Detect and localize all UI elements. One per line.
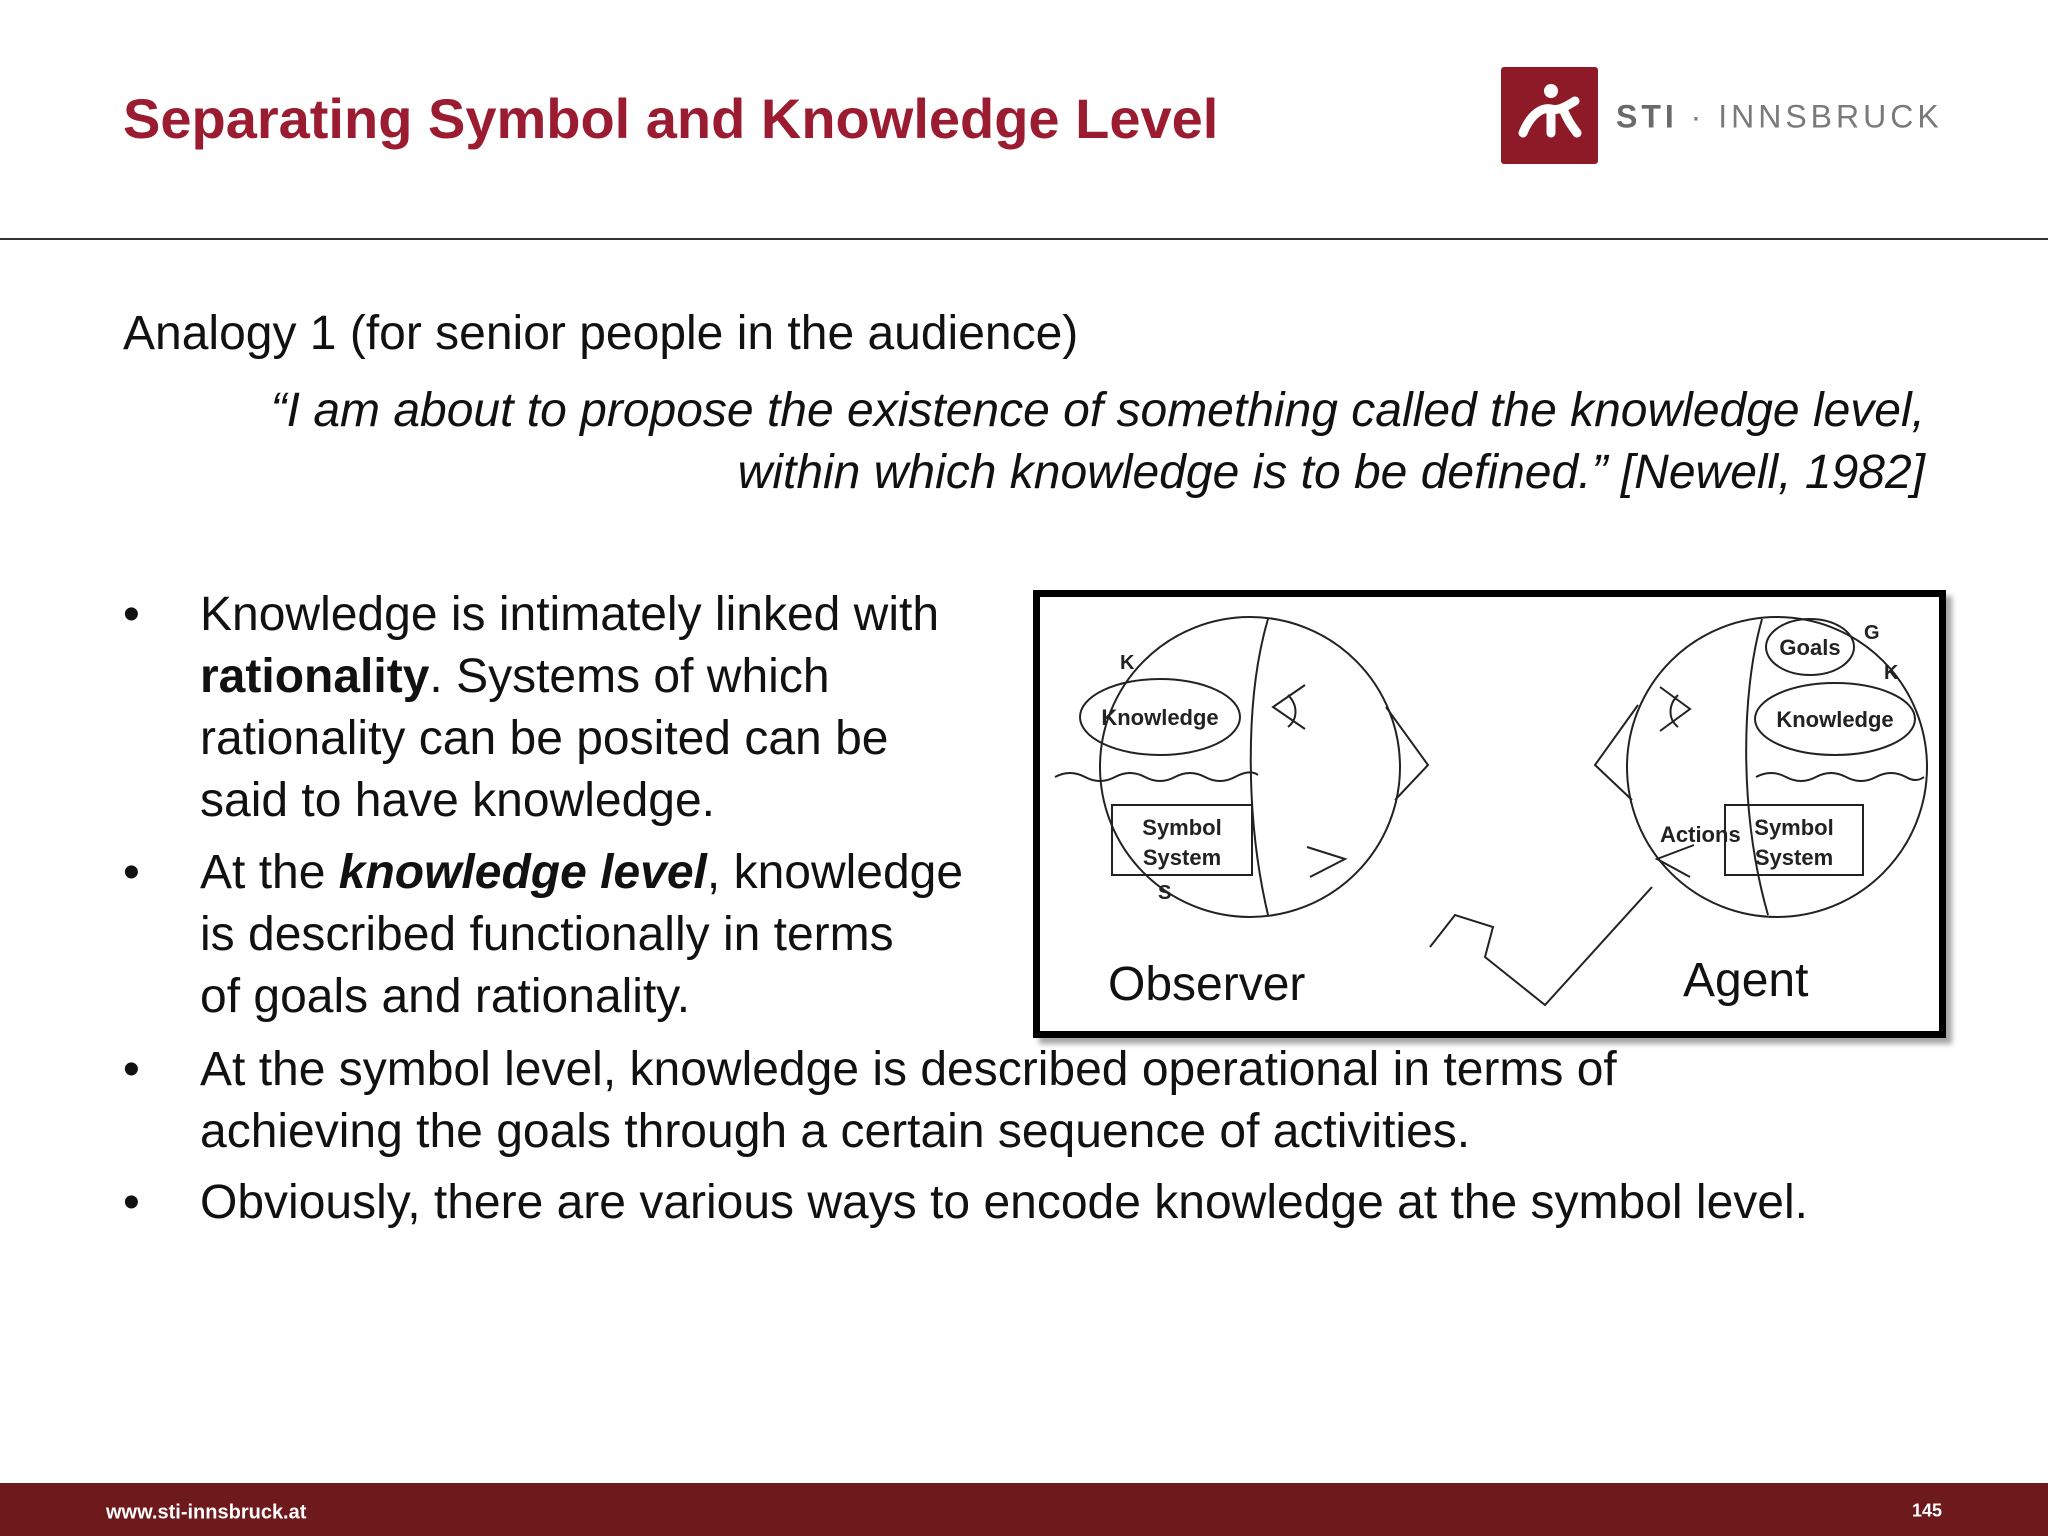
footer-url: www.sti-innsbruck.at (106, 1501, 307, 1524)
bullet-line (200, 842, 963, 904)
logo-location: INNSBRUCK (1718, 98, 1943, 135)
bullet-line-rest: . Systems of which (429, 650, 830, 703)
newell-quote (105, 380, 1925, 504)
observer-s-label: S (1158, 882, 1172, 904)
bullet-line (200, 646, 939, 708)
bullet-line-post: , knowledge (706, 846, 964, 899)
bullet-text (200, 1039, 1617, 1163)
observer-face-line (1251, 619, 1268, 915)
logo-separator: · (1677, 98, 1719, 135)
slide-title: Separating Symbol and Knowledge Level (123, 87, 1219, 150)
bullet-text (200, 842, 963, 1028)
agent-k-label: K (1884, 662, 1899, 684)
bullet-dot: • (123, 588, 140, 641)
agent-mouth (1657, 845, 1694, 877)
observer-eye-icon (1273, 685, 1305, 729)
connection-line (1430, 887, 1652, 1005)
agent-system-label: System (1754, 845, 1834, 870)
agent-face-line (1746, 619, 1768, 915)
bullet-text (200, 584, 939, 832)
agent-actions-label: Actions (1660, 822, 1741, 847)
bullet-line-pre: At the (200, 846, 339, 899)
bullet-line: At the symbol level, knowledge is described operational in terms of (200, 1043, 1617, 1096)
observer-label: Observer (1108, 958, 1306, 1011)
page-number: 145 (1911, 1500, 1942, 1521)
bullet-line: rationality can be posited can be (200, 712, 889, 765)
agent-label: Agent (1683, 954, 1809, 1007)
bullet-line: Knowledge is intimately linked with (200, 588, 940, 641)
logo-sti: STI (1616, 98, 1678, 135)
bullet-text (200, 1172, 1808, 1234)
bullet-line: of goals and rationality. (200, 970, 691, 1023)
agent-g-label: G (1864, 622, 1880, 644)
bullet-dot: • (123, 1043, 140, 1096)
analogy-heading: Analogy 1 (for senior people in the audience) (123, 307, 1079, 360)
footer-bar (0, 1483, 2048, 1536)
agent-waterline (1756, 773, 1924, 781)
observer-mouth (1307, 847, 1345, 877)
observer-system-label: System (1142, 845, 1222, 870)
quote-line-1: “I am about to propose the existence of something called the knowledge level, (270, 384, 1925, 437)
bold-italic-knowledge-level: knowledge level (338, 846, 707, 899)
observer-k-label: K (1120, 652, 1135, 674)
observer-agent-figure (1033, 590, 1946, 1038)
bullet-dot: • (123, 846, 140, 899)
quote-line-2: within which knowledge is to be defined.” [Newell, 1982] (737, 446, 1925, 499)
sti-innsbruck-logo (1501, 67, 1943, 167)
bullet-line: Obviously, there are various ways to encode knowledge at the symbol level. (200, 1176, 1808, 1229)
agent-symbol-label: Symbol (1754, 815, 1834, 840)
agent-goals-label: Goals (1779, 635, 1841, 660)
sti-logo-mark-icon (1501, 67, 1598, 164)
agent-nose (1595, 705, 1638, 800)
bold-rationality: rationality (200, 650, 430, 703)
observer-symbol-label: Symbol (1142, 815, 1222, 840)
agent-knowledge-label: Knowledge (1776, 707, 1894, 732)
agent-head (1627, 617, 1927, 917)
observer-knowledge-label: Knowledge (1101, 705, 1219, 730)
observer-waterline (1055, 772, 1258, 781)
header-divider (0, 238, 2048, 240)
bullet-line: achieving the goals through a certain sequence of activities. (200, 1105, 1471, 1158)
logo-wordmark (1616, 99, 1943, 136)
bullet-line: is described functionally in terms (200, 908, 894, 961)
bullet-dot: • (123, 1176, 140, 1229)
bullet-line: said to have knowledge. (200, 774, 716, 827)
